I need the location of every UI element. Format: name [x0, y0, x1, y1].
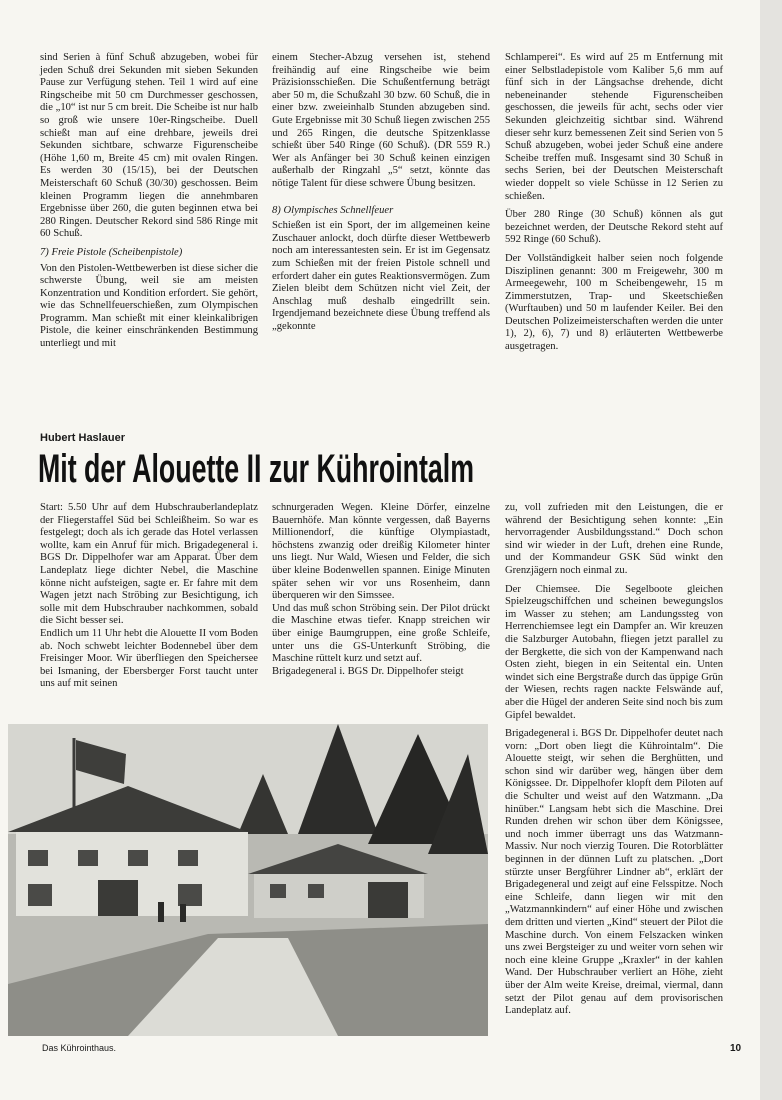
article-headline — [38, 446, 478, 490]
top-column-3 — [505, 52, 723, 360]
paragraph: zu, voll zufrieden mit den Leistungen, die er während der Besichtigung sehen konnte: „Ein hervorragender Ausbildungsstand.“ Doch schon sind wir wieder in der Luft, drehen eine Runde, und der Kommandeur GSK Süd winkt den Grenzjägern noch einmal zu. — [505, 502, 723, 576]
paragraph: Schießen ist ein Sport, der im allgemeinen keine Zuschauer anlockt, doch dürfte dieser Wettbewerb noch am interessantesten sein. Er ist im Gegensatz zum Schießen mit der freien Pistole schnell und erfordert daher ein gutes Reaktionsvermögen. Zum Zielen bleibt dem Schützen nicht viel Zeit, der Anschlag muß deshalb eingedrillt sein. Irgendjemand bezeichnete diese Übung treffend als „gekonnte — [272, 220, 490, 332]
paragraph: Von den Pistolen-Wettbewerben ist diese sicher die schwerste Übung, weil sie am meisten Konzentration und Kondition erfordert. Sie gehört, wie das Schnellfeuerschießen, zum Olympischen Programm. Man schießt mit einer kleinkalibrigen Pistole, die keiner einschränkenden Bestimmung unterliegt und mit — [40, 262, 258, 350]
top-column-2 — [272, 52, 490, 339]
page-gutter — [760, 0, 782, 1100]
paragraph: Der Vollständigkeit halber seien noch folgende Disziplinen genannt: 300 m Freigewehr, 300 m Armeegewehr, 100 m Scheibengewehr, 15 m Zimmerstutzen, Trap- und Skeetschießen (Wurftauben) und 50 m laufender Keiler. Bei den Deutschen Polizeimeisterschaften werden die unter 1), 2), 6), 7) und 8) erläuterten Wettbewerbe ausgetragen. — [505, 252, 723, 353]
headline-text: Mit der Alouette II zur Kührointalm — [38, 447, 474, 491]
paragraph: Über 280 Ringe (30 Schuß) können als gut bezeichnet werden, der Deutsche Rekord steht auf 592 Ringe (60 Schuß). — [505, 209, 723, 246]
article-column-3 — [505, 502, 723, 1024]
paragraph: sind Serien à fünf Schuß abzugeben, wobei für jeden Schuß drei Sekunden mit sieben Sekunden Pause zur Verfügung stehen. Teil 1 wird auf eine Ringscheibe mit 50 cm Durchmesser geschossen, die „10“ ist nur 5 cm breit. Die Scheibe ist nur halb so groß wie unsere 10er-Ringscheibe. Duell schießt man auf eine drehbare, jeweils drei Sekunden sichtbare, schwarze Figurenscheibe (Höhe 1,60 m, Breite 45 cm) mit ovalen Ringen. Es werden 30 (15/15), bei der Deutschen Meisterschaft 60 Schuß (30/30) geschossen. Beim kleinen Programm liegen die annehmbaren Ergebnisse über 260, die guten beginnen etwa bei 280 Ringen. Deutscher Rekord sind 586 Ringe mit 60 Schuß. — [40, 52, 258, 240]
paragraph: Start: 5.50 Uhr auf dem Hubschrauberlandeplatz der Fliegerstaffel Süd bei Schleißheim. So war es festgelegt; doch als ich gerade das Hotel verlassen wollte, kam ein Anruf für mich. Brigadegeneral i. BGS Dr. Dippelhofer war am Apparat. Über dem Landeplatz liege dichter Nebel, die Maschine könne nicht aufsteigen, sagte er. Er fahre mit dem Wagen jetzt nach Ströbing zur Besichtigung, ich solle mit dem Hubschrauber nachkommen, sobald die Sicht besser sei. — [40, 502, 258, 627]
photo-illustration — [8, 724, 488, 1036]
section-heading: 7) Freie Pistole (Scheibenpistole) — [40, 246, 183, 258]
article-column-2 — [272, 502, 490, 684]
paragraph: Brigadegeneral i. BGS Dr. Dippelhofer steigt — [272, 665, 464, 677]
page-number: 10 — [730, 1043, 742, 1054]
paragraph: Schlamperei“. Es wird auf 25 m Entfernung mit einer Selbstladepistole vom Kaliber 5,6 mm auf fünf sich in der Längsachse drehende, dicht nebeneinander stehende Figurenscheiben geschossen, die jeweils für acht, sechs oder vier Sekunden gleichzeitig sichtbar sind. Während dieser sehr kurz bemessenen Zeit sind Serien von 5 Schuß abzugeben, wobei jeder Schuß eine andere Scheibe treffen muß. Insgesamt sind 30 Schuß in sechs Serien, bei der Deutschen Meisterschaft wieder doppelt so viele Schüsse in 12 Serien zu schießen. — [505, 52, 723, 202]
top-column-1 — [40, 52, 258, 357]
paragraph: Und das muß schon Ströbing sein. Der Pilot drückt die Maschine etwas tiefer. Knapp streichen wir über einige Baumgruppen, eine große Schleife, unter uns die GS-Unterkunft Ströbing, die Maschine rüttelt kurz und setzt auf. — [272, 602, 490, 665]
paragraph: schnurgeraden Wegen. Kleine Dörfer, einzelne Bauernhöfe. Man könnte vergessen, daß Bayerns Millionendorf, die künftige Olympiastadt, höchstens zwanzig oder dreißig Kilometer hinter uns liegt. Nur Wald, Wiesen und Felder, die sich über kleine Bodenwellen spannen. Einige Minuten später sehen wir vor uns Rosenheim, dann überqueren wir den Simssee. — [272, 502, 490, 602]
article-column-1 — [40, 502, 258, 697]
kuehrointhaus-photo — [8, 724, 488, 1036]
paragraph: Brigadegeneral i. BGS Dr. Dippelhofer deutet nach vorn: „Dort oben liegt die Kührointalm“. Die Alouette steigt, wir sehen die Berghütten, und schon sind wir darüber weg, hängen über dem Königssee. Dr. Dippelhofer klopft dem Piloten auf die Schulter und weist auf den Watzmann. „Da hinüber.“ Langsam hebt sich die Maschine. Drei Runden drehen wir schon über dem Königssee, und noch immer überragt uns das Watzmann-Massiv. Nur noch vierzig Touren. Die Rotorblätter beginnen in der dünnen Luft zu platschen. „Dort stürzte unser Bergführer Lindner ab“, erklärt der Brigadegeneral und zeigt auf eine Felsspitze. Noch eine Schleife, dann liegen wir mit den „Watzmannkindern“ auf einer Höhe und zwischen dem dritten und vierten „Kind“ steuert der Pilot die Maschine durch. Von einem Felszacken winken uns zwei Bergsteiger zu und weiter vorn sehen wir noch eine kleine Gruppe „Kraxler“ in der kahlen Wand. Der Hubschrauber verliert an Höhe, zieht über der Alm weite Kreise, dreimal, viermal, dann setzt der Pilot genau auf dem provisorischen Landeplatz auf. — [505, 728, 723, 1017]
paragraph: Endlich um 11 Uhr hebt die Alouette II vom Boden ab. Noch schwebt leichter Bodennebel über dem Freisinger Moor. Wir überfliegen den Speichersee bei Ismaning, der Ebersberger Forst taucht unter uns auf mit seinen — [40, 627, 258, 690]
paragraph: Der Chiemsee. Die Segelboote gleichen Spielzeugschiffchen und scheinen bewegungslos im Wasser zu stehen; am Landungssteg von Herrenchiemsee legt ein Dampfer an. Wir kreuzen die Salzburger Autobahn, fliegen jetzt parallel zu der Bergkette, die sich von der Kampenwand nach Osten zieht, biegen in ein Seitental ein. Unten windet sich eine Bergstraße durch das üppige Grün der Wiesen, rechts ragen nackte Felswände auf, aber die Hügel der anderen Seite sind noch bis zum Gipfel bewaldet. — [505, 583, 723, 721]
section-heading: 8) Olympisches Schnellfeuer — [272, 204, 394, 216]
photo-caption: Das Kührointhaus. — [42, 1043, 117, 1053]
headline-svg — [38, 446, 478, 490]
author-name: Hubert Haslauer — [40, 432, 125, 444]
paragraph: einem Stecher-Abzug versehen ist, stehend freihändig auf eine Ringscheibe wie beim Präzisionsschießen. Die Schußentfernung beträgt aber 50 m, die Schußzahl 30 bzw. 60 Schuß, die in einer bzw. zweieinhalb Stunden abzugeben sind. Gute Ergebnisse mit 30 Schuß liegen zwischen 255 und 265 Ringen, die deutsche Spitzenklasse schießt über 540 Ringe (60 Schuß). (DR 559 R.) Wer als Anfänger bei 30 Schuß keinen einzigen außerhalb der Ringzahl „5“ setzt, könnte das nötige Talent für diese schwere Übung besitzen. — [272, 52, 490, 189]
